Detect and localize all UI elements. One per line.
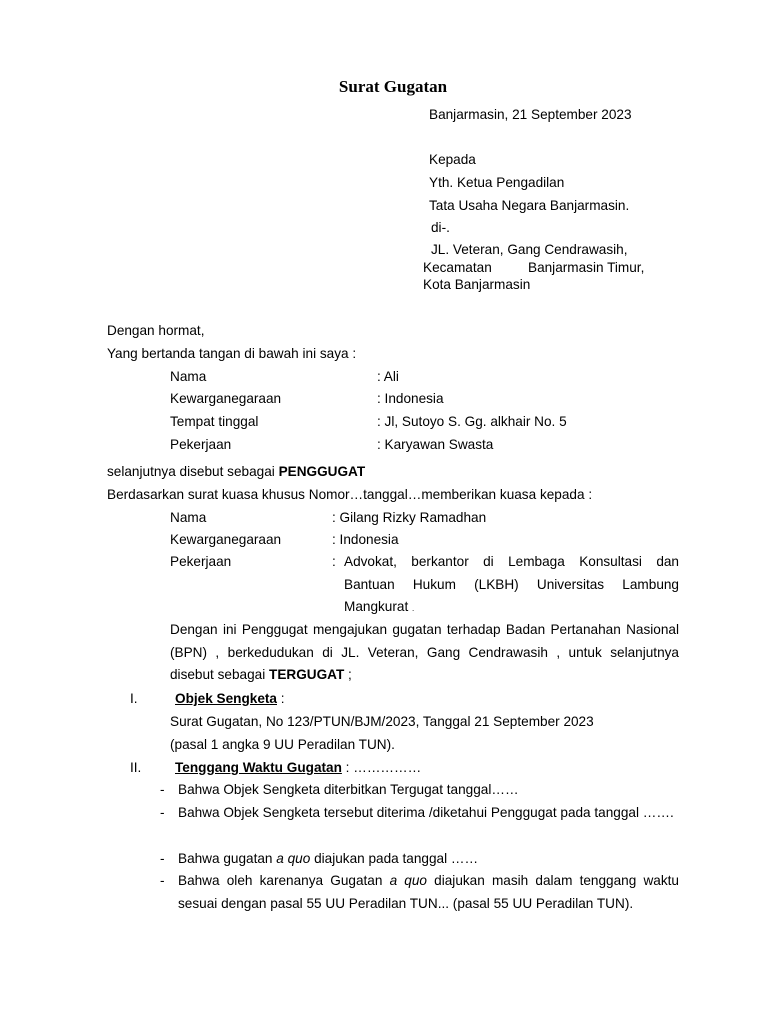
- bullet-text-post: diajukan masih dalam tenggang waktu sesuai dengan pasal 55 UU Peradilan TUN... (pasal 55 UU Peradilan TUN).: [178, 873, 679, 911]
- bullet-text-post: diajukan pada tanggal ……: [310, 851, 479, 866]
- attorney-occupation-value: [344, 551, 679, 621]
- attorney-nationality-label: Kewarganegaraan: [170, 532, 282, 547]
- bullet-text: [178, 870, 679, 915]
- place-date: Banjarmasin, 21 September 2023: [429, 107, 632, 122]
- recipient-line3: di-.: [431, 220, 450, 235]
- plaintiff-name-value: : Ali: [377, 369, 399, 384]
- bullet-mark: -: [160, 805, 165, 820]
- bullet-mark: -: [160, 851, 165, 866]
- intro-text: Yang bertanda tangan di bawah ini saya :: [107, 346, 357, 361]
- bullet-text-italic: a quo: [276, 851, 311, 866]
- claim-paragraph: [170, 619, 679, 687]
- document-title: Surat Gugatan: [338, 77, 448, 96]
- attorney-occupation-text: Advokat, berkantor di Lembaga Konsultasi dan Bantuan Hukum (LKBH) Universitas Lambung Mangkurat: [344, 554, 679, 614]
- section-numeral: II.: [130, 760, 142, 775]
- attorney-occupation-label: Pekerjaan: [170, 554, 232, 569]
- bullet-mark: -: [160, 873, 165, 888]
- section-line: Surat Gugatan, No 123/PTUN/BJM/2023, Tanggal 21 September 2023: [170, 714, 594, 729]
- claim-text: Dengan ini Penggugat mengajukan gugatan terhadap Badan Pertanahan Nasional (BPN) , berkedudukan di JL. Veteran, Gang Cendrawasih , untuk selanjutnya disebut sebagai: [170, 622, 679, 682]
- plaintiff-nationality-label: Kewarganegaraan: [170, 391, 282, 406]
- plaintiff-occupation-label: Pekerjaan: [170, 437, 232, 452]
- plaintiff-residence-label: Tempat tinggal: [170, 414, 259, 429]
- bullet-mark: -: [160, 782, 165, 797]
- plaintiff-designation-prefix: selanjutnya disebut sebagai: [107, 464, 279, 479]
- attorney-name-value: : Gilang Rizky Ramadhan: [332, 510, 487, 525]
- section-heading-suffix: :: [277, 691, 285, 706]
- section-heading-text: Tenggang Waktu Gugatan: [175, 760, 342, 775]
- bullet-text: [178, 851, 478, 867]
- recipient-address-line3: Kota Banjarmasin: [423, 277, 531, 292]
- bullet-text: Bahwa Objek Sengketa diterbitkan Tergugat tanggal……: [178, 782, 519, 797]
- section-numeral: I.: [130, 691, 138, 706]
- plaintiff-designation-term: PENGGUGAT: [278, 464, 366, 479]
- claim-suffix: ;: [344, 667, 352, 682]
- section-heading-text: Objek Sengketa: [175, 691, 277, 706]
- attorney-nationality-value: : Indonesia: [332, 532, 399, 547]
- defendant-designation-term: TERGUGAT: [269, 667, 345, 682]
- recipient-line1: Yth. Ketua Pengadilan: [429, 175, 565, 190]
- bullet-text-italic: a quo: [389, 873, 427, 888]
- bullet-text-pre: Bahwa gugatan: [178, 851, 277, 866]
- section-heading: [175, 760, 421, 776]
- recipient-address-line2a: Kecamatan: [423, 260, 492, 275]
- section-heading-suffix: : ……………: [341, 760, 422, 775]
- plaintiff-nationality-value: : Indonesia: [377, 391, 444, 406]
- recipient-line2: Tata Usaha Negara Banjarmasin.: [429, 198, 630, 213]
- plaintiff-occupation-value: : Karyawan Swasta: [377, 437, 494, 452]
- attorney-trailing-mark: .: [412, 604, 415, 613]
- bullet-text-pre: Bahwa oleh karenanya Gugatan: [178, 873, 390, 888]
- bullet-text: Bahwa Objek Sengketa tersebut diterima /diketahui Penggugat pada tanggal …….: [178, 805, 674, 820]
- power-of-attorney-text: Berdasarkan surat kuasa khusus Nomor…tanggal…memberikan kuasa kepada :: [107, 487, 593, 502]
- plaintiff-residence-value: : Jl, Sutoyo S. Gg. alkhair No. 5: [377, 414, 567, 429]
- recipient-address-line2b: Banjarmasin Timur,: [528, 260, 645, 275]
- attorney-name-label: Nama: [170, 510, 207, 525]
- recipient-address-line1: JL. Veteran, Gang Cendrawasih,: [431, 242, 628, 257]
- section-heading: [175, 691, 285, 707]
- greeting: Dengan hormat,: [107, 323, 205, 338]
- attorney-occupation-colon: :: [332, 554, 336, 569]
- plaintiff-name-label: Nama: [170, 369, 207, 384]
- recipient-to: Kepada: [429, 152, 476, 167]
- section-line: (pasal 1 angka 9 UU Peradilan TUN).: [170, 737, 395, 752]
- plaintiff-designation: [107, 464, 365, 480]
